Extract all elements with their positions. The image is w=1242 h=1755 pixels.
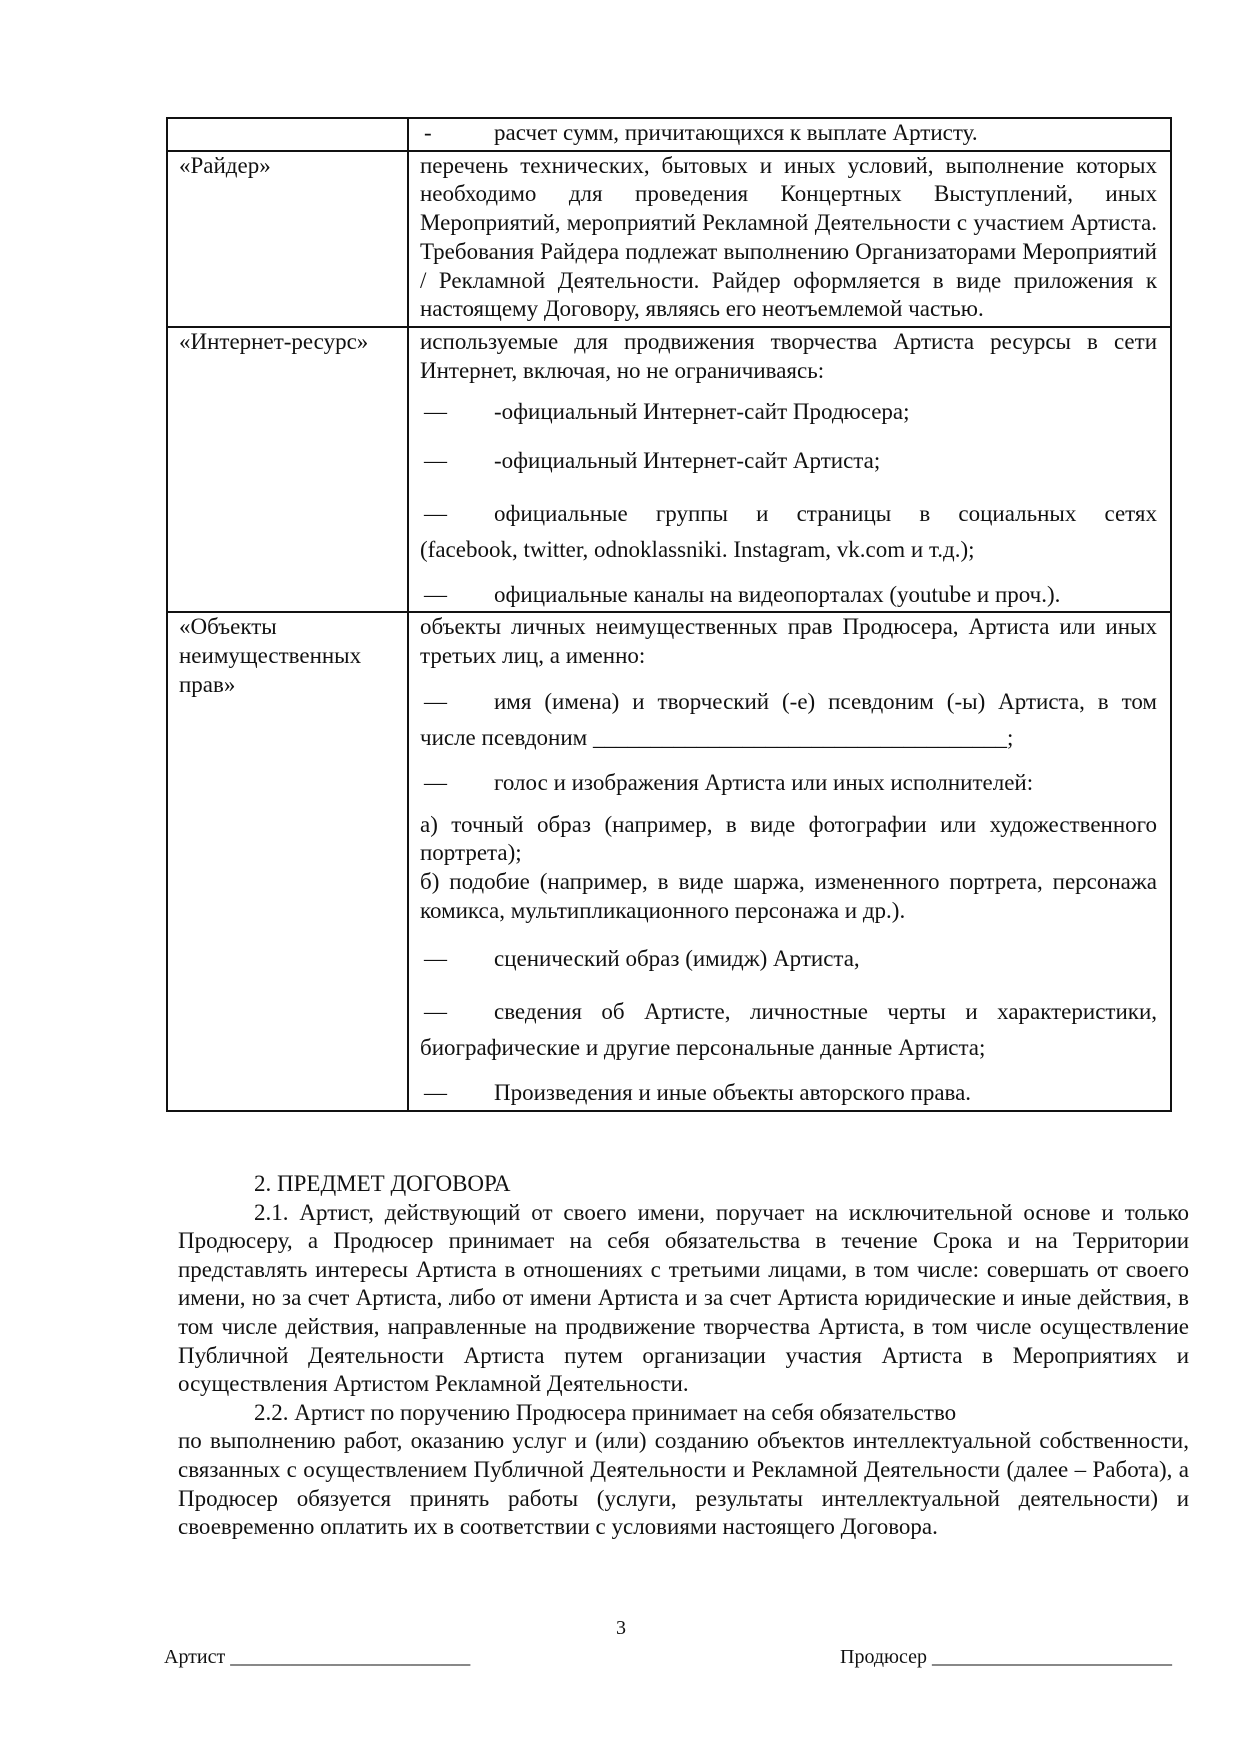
producer-signature-line: Продюсер ________________________ <box>840 1646 1172 1668</box>
paragraph-2-2-first: 2.2. Артист по поручению Продюсера принимает на себя обязательство <box>254 1399 957 1425</box>
section-heading: 2. ПРЕДМЕТ ДОГОВОРА <box>254 1171 511 1196</box>
definition-cell <box>408 327 1171 613</box>
definition-cell <box>408 118 1171 151</box>
page-number: 3 <box>616 1617 626 1639</box>
list-item <box>420 581 1157 610</box>
list-item-text: голос и изображения Артиста или иных исполнителей: <box>494 769 1034 795</box>
list-dash: — <box>424 946 447 972</box>
paragraph-2-1: 2.1. Артист, действующий от своего имени, поручает на исключительной основе и только Продюсеру, а Продюсер принимает на себя обязательства в течение Срока и на Территории представлять интересы Артиста в отношениях с третьими лицами, в том числе: совершать от своего имени, но за счет Артиста, либо от имени Артиста и за счет Артиста юридические и иные действия, в том числе действия, направленные на продвижение творчества Артиста, в том числе осуществление Публичной Деятельности Артиста путем организации участия Артиста в Мероприятиях и осуществления Артистом Рекламной Деятельности. <box>178 1199 1189 1397</box>
term-cell <box>167 118 408 151</box>
list-item <box>420 994 1157 1066</box>
term-cell: «Объекты неимущественных прав» <box>167 612 408 1110</box>
list-dash: — <box>424 500 447 526</box>
list-item <box>420 447 1157 476</box>
list-item <box>420 496 1157 568</box>
list-dash: - <box>424 120 432 145</box>
list-dash: — <box>424 769 447 795</box>
list-dash: — <box>424 1080 447 1106</box>
list-dash: — <box>424 999 447 1025</box>
list-dash: — <box>424 581 447 607</box>
list-item-text: имя (имена) и творческий (-е) псевдоним (-ы) Артиста, в том <box>494 688 1157 714</box>
paragraph-2-2-rest: по выполнению работ, оказанию услуг и (или) созданию объектов интеллектуальной собственности, связанных с осуществлением Публичной Деятельности и Рекламной Деятельности (далее – Работа), а Продюсер обязуется принять работы (услуги, результаты интеллектуальной деятельности) и своевременно оплатить их в соответствии с условиями настоящего Договора. <box>178 1428 1189 1540</box>
definition-intro: используемые для продвижения творчества Артиста ресурсы в сети Интернет, включая, но не ограничиваясь: <box>420 328 1157 383</box>
list-item-text-continued: числе псевдоним ____________________________________; <box>420 724 1014 750</box>
list-item <box>420 769 1157 798</box>
sub-item-a: а) точный образ (например, в виде фотографии или художественного портрета); <box>420 811 1157 866</box>
table-row <box>167 118 1171 151</box>
definitions-table <box>166 117 1172 1112</box>
table-row <box>167 151 1171 327</box>
list-item <box>420 684 1157 756</box>
list-dash: — <box>424 448 447 474</box>
sub-item-b: б) подобие (например, в виде шаржа, измененного портрета, персонажа комикса, мультипликационного персонажа и др.). <box>420 868 1157 923</box>
definition-cell: перечень технических, бытовых и иных условий, выполнение которых необходимо для проведения Концертных Выступлений, иных Мероприятий, мероприятий Рекламной Деятельности с участием Артиста. Требования Райдера подлежат выполнению Организаторами Мероприятий / Рекламной Деятельности. Райдер оформляется в виде приложения к настоящему Договору, являясь его неотъемлемой частью. <box>408 151 1171 327</box>
list-item <box>420 945 1157 974</box>
list-item-text: сведения об Артисте, личностные черты и характеристики, <box>494 999 1157 1025</box>
list-dash: — <box>424 688 447 714</box>
list-item-text: расчет сумм, причитающихся к выплате Артисту. <box>494 120 978 145</box>
term-cell: «Райдер» <box>167 151 408 327</box>
list-item <box>420 398 1157 427</box>
term-cell: «Интернет-ресурс» <box>167 327 408 613</box>
list-item-text-continued: (facebook, twitter, odnoklassniki. Instagram, vk.com и т.д.); <box>420 536 975 562</box>
list-item-text: официальные группы и страницы в социальных сетях <box>494 500 1157 526</box>
list-item-text: официальные каналы на видеопорталах (youtube и проч.). <box>494 581 1061 607</box>
definition-intro: объекты личных неимущественных прав Продюсера, Артиста или иных третьих лиц, а именно: <box>420 614 1157 669</box>
list-item-text: -официальный Интернет-сайт Артиста; <box>494 448 881 474</box>
definition-cell <box>408 612 1171 1110</box>
list-item-text: сценический образ (имидж) Артиста, <box>494 946 860 972</box>
table-row <box>167 327 1171 613</box>
table-row <box>167 612 1171 1110</box>
list-item <box>420 1079 1157 1108</box>
artist-signature-line: Артист ________________________ <box>164 1646 471 1668</box>
section-subject <box>178 1170 1189 1542</box>
list-dash: — <box>424 399 447 425</box>
list-item-text: -официальный Интернет-сайт Продюсера; <box>494 399 910 425</box>
list-item-text: Произведения и иные объекты авторского права. <box>494 1080 972 1106</box>
list-item <box>420 119 1157 148</box>
list-item-text-continued: биографические и другие персональные данные Артиста; <box>420 1035 986 1061</box>
